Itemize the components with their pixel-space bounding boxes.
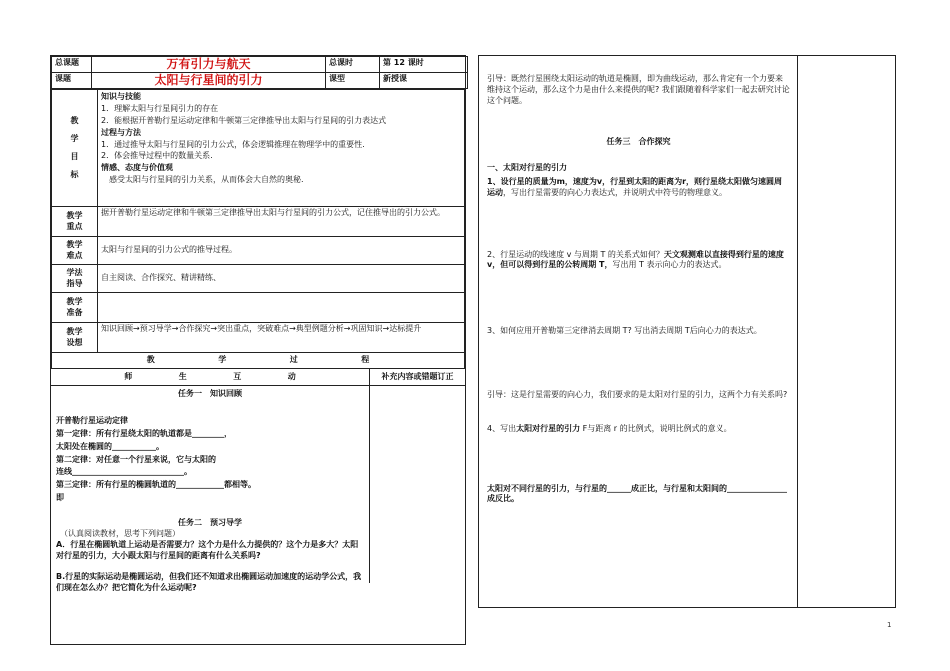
kepler-law-line: 第二定律：对任意一个行星来说，它与太阳的	[56, 454, 216, 464]
design-label: 教学 设想	[52, 323, 98, 353]
prep-label: 教学 准备	[52, 293, 98, 323]
right-column-divider	[797, 55, 798, 608]
teaching-prep	[98, 293, 465, 323]
inquiry-question-4: 4、写出太阳对行星的引力 F与距离 r 的比例式，说明比例式的意义。	[487, 423, 732, 433]
method-label: 学法 指导	[52, 265, 98, 293]
objective-item: 1．通过推导太阳与行星间的引力公式，体会逻辑推理在物理学中的重要性.	[101, 139, 365, 149]
tasks-column	[51, 386, 370, 592]
type-label: 课型	[326, 73, 380, 89]
task2-title: 任务二 预习导学	[178, 517, 242, 527]
task2-note: （认真阅读教材，思考下列问题）	[60, 528, 180, 538]
intro-guide: 引导：既然行星围绕太阳运动的轨道是椭圆，即为曲线运动，那么肯定有一个力要来维持这个运动，那么这个力是由什么来提供的呢? 我们跟随着科学家们一起去研究讨论这个问题。	[487, 74, 790, 105]
objective-heading-emotion: 情感、态度与价值观	[101, 163, 173, 173]
objective-item: 1．理解太阳与行星间引力的存在	[101, 104, 219, 114]
left-column	[50, 55, 466, 645]
topic-label: 课题	[52, 73, 92, 89]
kepler-law-line: 第一定律：所有行星绕太阳的轨道都是________，	[56, 428, 232, 438]
page-number: 1	[887, 621, 892, 629]
inquiry-question-2: 2、行星运动的线速度 v 与周期 T 的关系式如何？天文观测难以直接得到行星的速度 v，但可以得到行星的公转周期 T，写出用 T 表示向心力的表达式。	[487, 249, 784, 270]
objectives-label: 教 学 目 标	[52, 90, 98, 207]
inquiry-content	[479, 56, 798, 516]
supplement-column	[370, 386, 465, 583]
objective-item: 感受太阳与行星间的引力关系，从而体会大自然的奥秘.	[109, 174, 304, 184]
lesson-topic: 太阳与行星间的引力	[92, 73, 326, 89]
supplement-header: 补充内容或错题订正	[381, 371, 454, 381]
section-heading: 一、太阳对行星的引力	[487, 163, 567, 173]
interaction-area	[51, 385, 465, 592]
interaction-char: 师	[124, 371, 133, 381]
kepler-law-line: 太阳处在椭圆的___________。	[56, 441, 164, 451]
lesson-type: 新授课	[380, 73, 468, 89]
kepler-heading: 开普勒行星运动定律	[56, 416, 128, 426]
lesson-number: 第 12 课时	[380, 57, 468, 73]
task1-title: 任务一 知识回顾	[178, 389, 242, 399]
preview-question-b: B.行星的实际运动是椭圆运动，但我们还不知道求出椭圆运动加速度的运动学公式，我们现在怎么办？把它简化为什么运动呢?	[56, 571, 362, 592]
kepler-law-line: 连线____________________________。	[56, 467, 192, 477]
objectives-content	[98, 90, 465, 207]
interaction-char: 互	[233, 371, 242, 381]
teaching-plan-table	[51, 89, 465, 369]
kepler-law-line: 即	[56, 492, 64, 502]
teaching-focus: 据开普勒行星运动定律和牛顿第三定律推导出太阳与行星间的引力公式，记住推导出的引力公式。	[98, 207, 465, 237]
interaction-char: 动	[287, 371, 296, 381]
guide-two: 引导：这是行星需要的向心力，我们要求的是太阳对行星的引力，这两个力有关系吗?	[487, 389, 788, 399]
lesson-info-table	[51, 56, 468, 89]
process-subheader	[51, 369, 465, 385]
conclusion-statement: 太阳对不同行星的引力，与行星的______成正比，与行星和太阳间的_______________成反比。	[487, 483, 787, 504]
difficulty-label: 教学 难点	[52, 237, 98, 265]
study-method: 自主阅读、合作探究、精讲精练、	[98, 265, 465, 293]
inquiry-question-3: 3、如何应用开普勒第三定律消去周期 T? 写出消去周期 T后向心力的表达式。	[487, 326, 762, 336]
preview-question-a: A．行星在椭圆轨道上运动是否需要力？这个力是什么力提供的？这个力是多大？太阳对行星的引力，大小跟太阳与行星间的距离有什么关系吗?	[56, 540, 359, 561]
right-column	[478, 55, 896, 608]
total-hours-label: 总课时	[326, 57, 380, 73]
task1-content	[56, 416, 364, 504]
total-topic-label: 总课题	[52, 57, 92, 73]
task3-title: 任务三 合作探究	[606, 137, 671, 147]
inquiry-question-1: 1、设行星的质量为m，速度为v，行星到太阳的距离为r，则行星绕太阳做匀速圆周运动，写出行星需要的向心力表达式，并说明式中符号的物理意义。	[487, 176, 783, 197]
teaching-difficulty: 太阳与行星间的引力公式的推导过程。	[98, 237, 465, 265]
objective-heading-knowledge: 知识与技能	[101, 92, 141, 102]
objective-item: 2．体会推导过程中的数量关系.	[101, 151, 213, 161]
objective-heading-process: 过程与方法	[101, 127, 141, 137]
interaction-char: 生	[178, 371, 187, 381]
process-title: 教 学 过 程	[52, 353, 465, 369]
total-topic: 万有引力与航天	[92, 57, 326, 73]
focus-label: 教学 重点	[52, 207, 98, 237]
objective-item: 2．能根据开普勒行星运动定律和牛顿第三定律推导出太阳与行星间的引力表达式	[101, 115, 387, 125]
teaching-design: 知识回顾→预习导学→合作探究→突出重点，突破难点→典型例题分析→巩固知识→达标提升	[98, 323, 465, 353]
kepler-law-line: 第三定律：所有行星的椭圆轨道的____________都相等。	[56, 480, 256, 490]
